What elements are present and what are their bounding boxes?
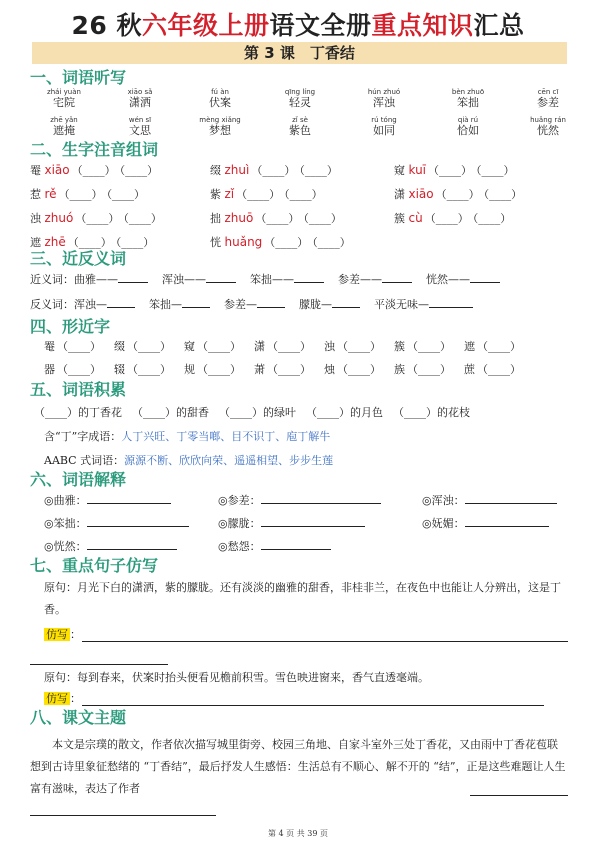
xingjin-item	[254, 363, 311, 377]
zhuyin-item	[30, 211, 162, 226]
xingjin-item	[114, 340, 171, 354]
section-heading: 六、词语解释	[30, 470, 127, 489]
paren-blank: （____）	[57, 363, 101, 376]
pinyin-text: xiāo	[408, 187, 434, 201]
paren-blank: （____）	[407, 340, 451, 353]
accum-item: 的绿叶	[263, 406, 296, 419]
answer-blank[interactable]	[87, 493, 171, 504]
vocab-item	[34, 116, 94, 137]
paren-blank: （____）	[476, 164, 515, 177]
paren-blank: （____）	[132, 406, 176, 419]
term-label: ◎朦胧：	[218, 517, 261, 530]
word-text: 如同	[373, 124, 395, 137]
vocab-item	[438, 88, 498, 109]
accum-item: 的甜香	[176, 406, 209, 419]
pinyin-text: zhuì	[224, 163, 250, 177]
paren-blank: （____）	[219, 406, 263, 419]
character: 罨	[30, 164, 41, 177]
answer-line[interactable]	[30, 815, 216, 816]
paren-blank: （____）	[477, 340, 521, 353]
paren-blank: （____）	[71, 164, 116, 177]
paren-blank: （____）	[58, 188, 103, 201]
character: 潇	[254, 340, 265, 353]
zhuyin-item	[30, 235, 154, 250]
word-text: 伏案	[209, 96, 231, 109]
imitate-label-2: 仿写 ：	[46, 692, 81, 705]
paren-blank: （____）	[267, 340, 311, 353]
paren-blank: （____）	[312, 236, 351, 249]
answer-line[interactable]	[82, 641, 568, 642]
original-sentence-2: 原句：每到春来，伏案时抬头便看见檐前积雪。雪色映进窗来，香气直透毫端。	[44, 671, 429, 684]
paren-blank: （____）	[255, 212, 300, 225]
paren-blank: （____）	[337, 340, 381, 353]
explain-item	[44, 539, 177, 554]
paren-blank: （____）	[67, 236, 112, 249]
character: 族	[394, 363, 405, 376]
xingjin-item	[184, 363, 241, 377]
vocab-item	[190, 116, 250, 137]
section-heading: 八、课文主题	[30, 708, 127, 727]
answer-blank[interactable]	[107, 297, 135, 308]
antonym-item: 平淡无味—	[374, 298, 429, 311]
character: 惹	[30, 188, 41, 201]
word-text: 遮掩	[53, 124, 75, 137]
pinyin-text: bèn zhuō	[451, 88, 485, 96]
character: 恍	[210, 236, 221, 249]
accum-item: 的丁香花	[78, 406, 122, 419]
accum-row	[34, 406, 470, 420]
character: 辍	[114, 363, 125, 376]
accum-item: 的月色	[350, 406, 383, 419]
xingjin-item	[464, 363, 521, 377]
word-text: 笨拙	[457, 96, 479, 109]
synonym-row	[30, 272, 500, 287]
character: 器	[44, 363, 55, 376]
paren-blank: （____）	[127, 363, 171, 376]
xingjin-item	[394, 363, 451, 377]
paren-blank: （____）	[303, 212, 342, 225]
pinyin-text: cù	[408, 211, 423, 225]
vocab-item	[270, 88, 330, 109]
vocab-item	[518, 88, 578, 109]
synonym-item: 曲雅——	[74, 273, 118, 286]
character: 萧	[254, 363, 265, 376]
xingjin-item	[44, 340, 101, 354]
character: 烛	[324, 363, 335, 376]
answer-line[interactable]	[470, 795, 568, 796]
pinyin-text: wén sī	[128, 116, 152, 124]
character: 缀	[210, 164, 221, 177]
section-heading: 三、近反义词	[30, 249, 127, 268]
word-text: 紫色	[289, 124, 311, 137]
pinyin-text: kuī	[408, 163, 427, 177]
word-text: 恍然	[537, 124, 559, 137]
antonym-item: 浑浊—	[74, 298, 107, 311]
zhuyin-item	[210, 211, 342, 226]
paren-blank: （____）	[306, 406, 350, 419]
term-label: ◎曲雅：	[44, 494, 87, 507]
theme-paragraph: 本文是宗璞的散文，作者依次描写城里街旁、校园三角地、自家斗室外三处丁香花，又由雨中丁香花苞联想到古诗里象征愁绪的 “丁香结”，最后抒发人生感悟：生活总有不顺心、解不开的 “结”，正是这些难题让人生富有滋味，表达了作者	[30, 738, 566, 795]
answer-blank[interactable]	[332, 297, 360, 308]
character: 遮	[464, 340, 475, 353]
explain-item	[44, 516, 189, 531]
answer-blank[interactable]	[118, 272, 148, 283]
pinyin-text: qīng líng	[284, 88, 316, 96]
zhuyin-item	[394, 187, 522, 202]
paren-blank: （____）	[284, 188, 323, 201]
zhuyin-item	[30, 163, 158, 178]
term-label: ◎妩媚：	[422, 517, 465, 530]
xingjin-item	[324, 363, 381, 377]
antonym-item: 笨拙—	[149, 298, 182, 311]
pinyin-text: xiāo sǎ	[127, 88, 153, 96]
character: 潇	[394, 188, 405, 201]
explain-item	[44, 493, 171, 508]
paren-blank: （____）	[119, 164, 159, 177]
synonym-item: 恍然——	[426, 273, 470, 286]
aabc-words: AABC 式词语：源源不断、欣欣向荣、遥遥相望、步步生莲	[44, 454, 334, 467]
zhuyin-item	[394, 211, 511, 226]
character: 浊	[324, 340, 335, 353]
paren-blank: （____）	[251, 164, 296, 177]
paren-blank: （____）	[115, 236, 155, 249]
paren-blank: （____）	[472, 212, 512, 225]
answer-blank[interactable]	[382, 272, 412, 283]
pinyin-text: rě	[44, 187, 57, 201]
word-text: 梦想	[209, 124, 231, 137]
paren-blank: （____）	[299, 164, 338, 177]
accum-item: 的花枝	[437, 406, 470, 419]
paren-blank: （____）	[34, 406, 78, 419]
pinyin-text: qià rú	[457, 116, 479, 124]
character: 浊	[30, 212, 41, 225]
answer-blank[interactable]	[261, 539, 331, 550]
zhuyin-item	[210, 187, 323, 202]
term-label: ◎恍然：	[44, 540, 87, 553]
paren-blank: （____）	[106, 188, 146, 201]
page-footer: 第 4 页 共 39 页	[268, 829, 328, 838]
antonym-row	[30, 297, 473, 312]
paren-blank: （____）	[236, 188, 281, 201]
xingjin-item	[184, 340, 241, 354]
pinyin-text: zǐ	[224, 187, 235, 201]
paren-blank: （____）	[428, 164, 473, 177]
character: 窥	[184, 340, 195, 353]
explain-item	[218, 539, 331, 554]
paren-blank: （____）	[264, 236, 309, 249]
character: 缀	[114, 340, 125, 353]
pinyin-text: zǐ sè	[292, 116, 308, 124]
answer-blank[interactable]	[470, 272, 500, 283]
ding-idioms: 含“丁”字成语：人丁兴旺、丁零当啷、目不识丁、庖丁解牛	[44, 430, 331, 443]
antonym-item: 朦胧—	[299, 298, 332, 311]
zhuyin-item	[210, 235, 351, 250]
lesson-banner: 第 3 课 丁香结	[32, 42, 567, 64]
word-text: 文思	[129, 124, 151, 137]
word-text: 轻灵	[289, 96, 311, 109]
antonym-item: 参差—	[224, 298, 257, 311]
paren-blank: （____）	[407, 363, 451, 376]
vocab-item	[110, 88, 170, 109]
xingjin-item	[254, 340, 311, 354]
answer-blank[interactable]	[206, 272, 236, 283]
paren-blank: （____）	[127, 340, 171, 353]
paren-blank: （____）	[267, 363, 311, 376]
section-heading: 七、重点句子仿写	[30, 556, 159, 575]
pinyin-text: cēn cī	[537, 88, 559, 96]
pinyin-text: hún zhuó	[367, 88, 401, 96]
answer-blank[interactable]	[429, 297, 473, 308]
pinyin-text: zhuō	[224, 211, 254, 225]
answer-blank[interactable]	[465, 516, 549, 527]
answer-blank[interactable]	[182, 297, 210, 308]
vocab-item	[190, 88, 250, 109]
character: 罨	[44, 340, 55, 353]
xingjin-item	[464, 340, 521, 354]
synonym-item: 浑浊——	[162, 273, 206, 286]
pinyin-text: huǎng rán	[530, 116, 566, 124]
vocab-item	[518, 116, 578, 137]
answer-line[interactable]	[82, 705, 544, 706]
character: 簇	[394, 340, 405, 353]
vocab-item	[354, 116, 414, 137]
pinyin-text: xiāo	[44, 163, 70, 177]
character: 窥	[394, 164, 405, 177]
xingjin-item	[114, 363, 171, 377]
paren-blank: （____）	[435, 188, 480, 201]
paren-blank: （____）	[483, 188, 523, 201]
character: 蔗	[464, 363, 475, 376]
vocab-item	[438, 116, 498, 137]
term-label: ◎参差：	[218, 494, 261, 507]
answer-blank[interactable]	[261, 516, 365, 527]
word-text: 宅院	[53, 96, 75, 109]
explain-item	[422, 516, 549, 531]
zhuyin-item	[30, 187, 145, 202]
zhuyin-item	[394, 163, 515, 178]
pinyin-text: huǎng	[224, 235, 263, 249]
synonym-item: 参差——	[338, 273, 382, 286]
vocab-item	[110, 116, 170, 137]
paren-blank: （____）	[477, 363, 521, 376]
paren-blank: （____）	[57, 340, 101, 353]
character: 簇	[394, 212, 405, 225]
vocab-item	[270, 116, 330, 137]
section-heading: 一、词语听写	[30, 68, 127, 87]
synonym-item: 笨拙——	[250, 273, 294, 286]
answer-blank[interactable]	[294, 272, 324, 283]
vocab-item	[354, 88, 414, 109]
term-label: ◎浑浊：	[422, 494, 465, 507]
answer-blank[interactable]	[465, 493, 557, 504]
character: 规	[184, 363, 195, 376]
pinyin-text: zhē yǎn	[50, 116, 78, 124]
term-label: ◎笨拙：	[44, 517, 87, 530]
pinyin-text: fú àn	[211, 88, 229, 96]
vocab-item	[34, 88, 94, 109]
paren-blank: （____）	[123, 212, 162, 225]
pinyin-text: rú tóng	[371, 116, 397, 124]
zhuyin-item	[210, 163, 338, 178]
character: 遮	[30, 236, 41, 249]
word-text: 潇洒	[129, 96, 151, 109]
pinyin-text: mèng xiǎng	[199, 116, 241, 124]
answer-blank[interactable]	[87, 516, 189, 527]
paren-blank: （____）	[75, 212, 120, 225]
paren-blank: （____）	[393, 406, 437, 419]
page-title: 26 秋六年级上册语文全册重点知识汇总	[71, 11, 525, 40]
pinyin-text: zhái yuàn	[47, 88, 81, 96]
paren-blank: （____）	[197, 340, 241, 353]
label: 反义词：	[30, 298, 74, 311]
section-heading: 五、词语积累	[30, 380, 127, 399]
pinyin-text: zhē	[44, 235, 66, 249]
section-heading: 二、生字注音组词	[30, 140, 159, 159]
character: 拙	[210, 212, 221, 225]
term-label: ◎愁怨：	[218, 540, 261, 553]
imitate-label-1: 仿写 ：	[46, 628, 81, 641]
xingjin-item	[44, 363, 101, 377]
xingjin-item	[394, 340, 451, 354]
xingjin-item	[324, 340, 381, 354]
answer-line[interactable]	[30, 664, 168, 665]
paren-blank: （____）	[337, 363, 381, 376]
character: 紫	[210, 188, 221, 201]
answer-blank[interactable]	[87, 539, 177, 550]
answer-blank[interactable]	[261, 493, 381, 504]
word-text: 浑浊	[373, 96, 395, 109]
explain-item	[422, 493, 557, 508]
label: 近义词：	[30, 273, 74, 286]
paren-blank: （____）	[197, 363, 241, 376]
paren-blank: （____）	[424, 212, 469, 225]
explain-item	[218, 493, 381, 508]
section-heading: 四、形近字	[30, 317, 111, 336]
word-text: 恰如	[457, 124, 479, 137]
original-sentence-1: 原句：月光下白的潇洒，紫的朦胧。还有淡淡的幽雅的甜香，非桂非兰，在夜色中也能让人分辨出，这是丁香。	[44, 581, 561, 616]
word-text: 参差	[537, 96, 559, 109]
pinyin-text: zhuó	[44, 211, 74, 225]
explain-item	[218, 516, 365, 531]
answer-blank[interactable]	[257, 297, 285, 308]
